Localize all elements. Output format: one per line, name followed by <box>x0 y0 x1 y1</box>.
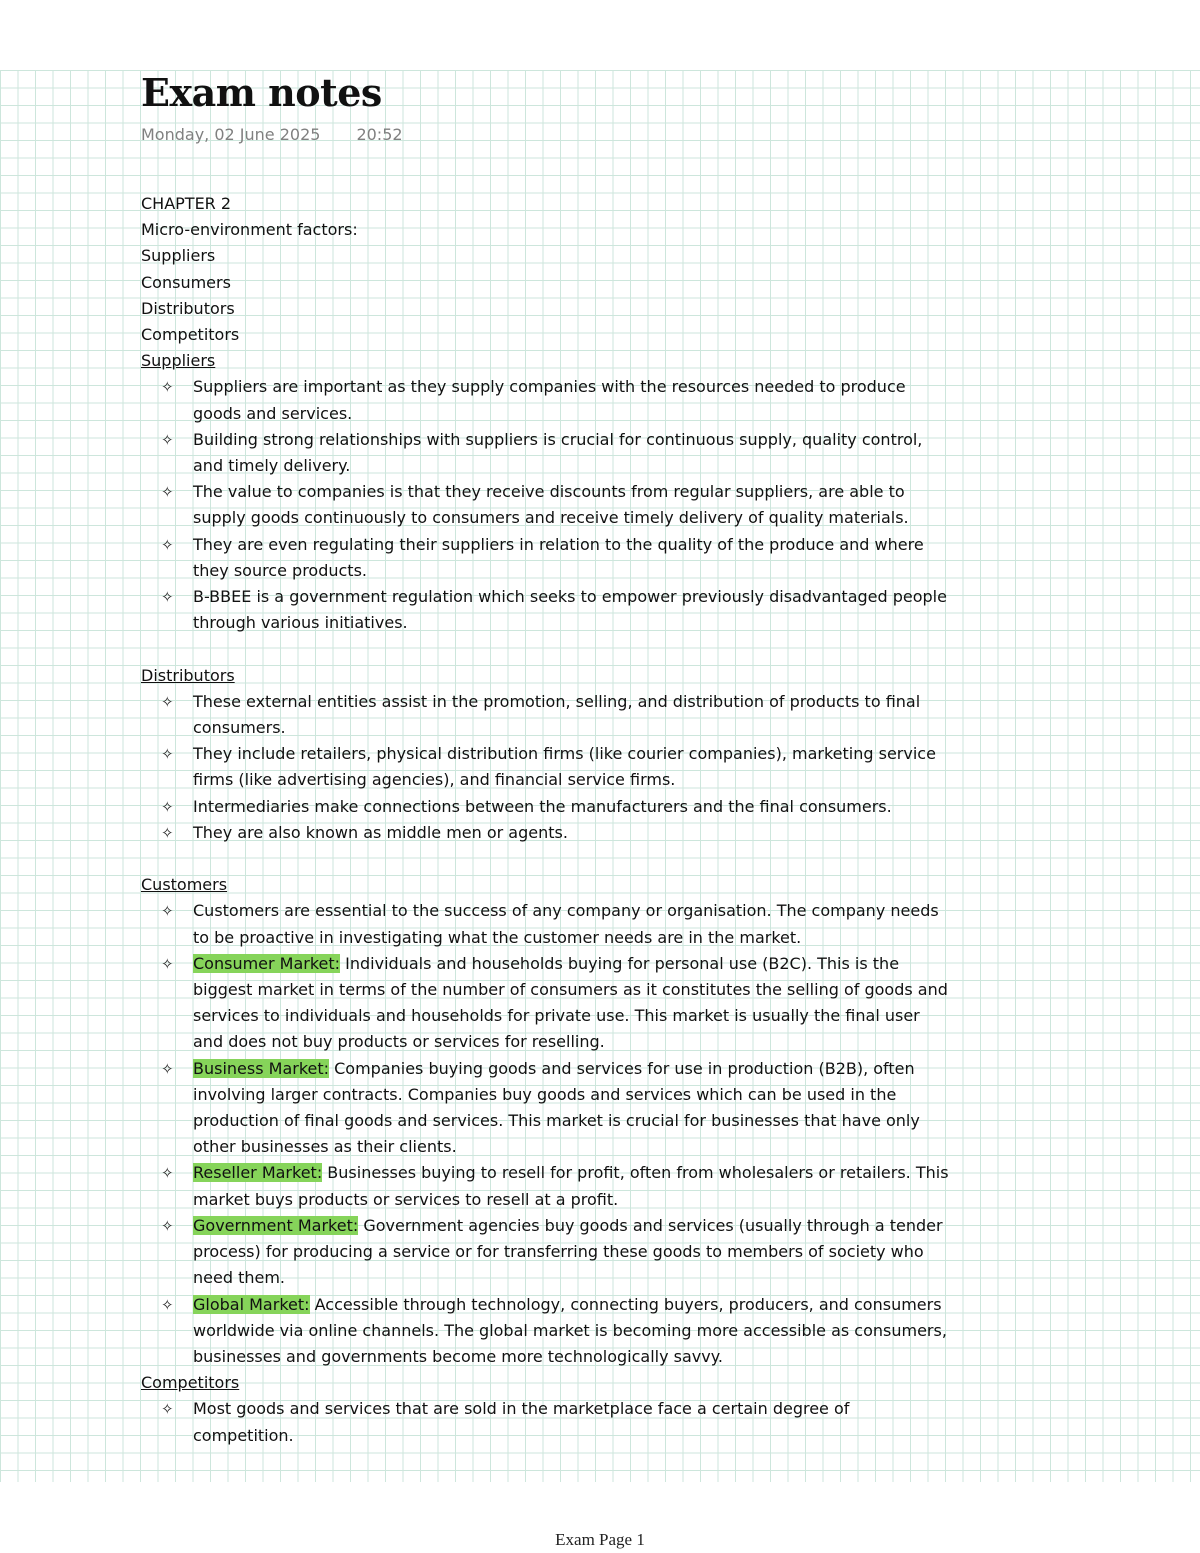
blank-line <box>141 846 951 872</box>
list-item <box>141 374 951 426</box>
list-item <box>141 532 951 584</box>
chapter-label: CHAPTER 2 <box>141 194 232 213</box>
list-item <box>141 1160 951 1212</box>
sparkle-bullet-icon: ✧ <box>161 745 174 764</box>
list-item <box>141 820 951 846</box>
page-footer: Exam Page 1 <box>555 1530 645 1549</box>
sparkle-bullet-icon: ✧ <box>161 430 174 449</box>
section-heading-distributors: Distributors <box>141 665 235 685</box>
list-item-text: Accessible through technology, connecting buyers, producers, and consumers worldwide via online channels. The global market is becoming more accessible as consumers, businesses and governments become more technologically savvy. <box>193 1294 947 1366</box>
list-item <box>141 689 951 741</box>
sparkle-bullet-icon: ✧ <box>161 1059 174 1078</box>
list-item <box>141 951 951 1056</box>
blank-line <box>141 636 951 662</box>
list-item-text: Customers are essential to the success of any company or organisation. The company needs to be proactive in investigating what the customer needs are in the market. <box>193 901 939 947</box>
factor-item: Consumers <box>141 272 231 292</box>
list-item <box>141 1292 951 1371</box>
highlighted-term: Consumer Market: <box>193 953 341 973</box>
list-item-text: Most goods and services that are sold in the marketplace face a certain degree of competition. <box>193 1399 850 1445</box>
section-heading-competitors: Competitors <box>141 1373 240 1393</box>
list-item-text: Intermediaries make connections between the manufacturers and the final consumers. <box>193 796 892 816</box>
competitors-list <box>141 1396 951 1448</box>
highlighted-term: Global Market: <box>193 1294 310 1314</box>
factor-item: Competitors <box>141 325 240 345</box>
list-item <box>141 427 951 479</box>
sparkle-bullet-icon: ✧ <box>161 483 174 502</box>
list-item-text: Companies buying goods and services for use in production (B2B), often involving larger contracts. Companies buy goods and services which can be used in the production of final goods and services. This market is crucial for businesses that have only other businesses as their clients. <box>193 1058 920 1157</box>
list-item <box>141 1213 951 1292</box>
sparkle-bullet-icon: ✧ <box>161 535 174 554</box>
highlighted-term: Reseller Market: <box>193 1163 323 1183</box>
list-item <box>141 1396 951 1448</box>
highlighted-term: Government Market: <box>193 1215 359 1235</box>
page-time: 20:52 <box>356 125 403 144</box>
list-item <box>141 898 951 950</box>
section-heading-suppliers: Suppliers <box>141 351 216 371</box>
list-item-text: Building strong relationships with suppliers is crucial for continuous supply, quality control, and timely delivery. <box>193 429 923 476</box>
sparkle-bullet-icon: ✧ <box>161 1164 174 1183</box>
list-item <box>141 794 951 820</box>
sparkle-bullet-icon: ✧ <box>161 1400 174 1419</box>
list-item-text: Businesses buying to resell for profit, often from wholesalers or retailers. This market buys products or services to resell at a profit. <box>193 1163 949 1209</box>
sparkle-bullet-icon: ✧ <box>161 588 174 607</box>
list-item-text: B-BBEE is a government regulation which seeks to empower previously disadvantaged people through various initiatives. <box>193 587 947 633</box>
list-item <box>141 584 951 636</box>
page-date: Monday, 02 June 2025 <box>141 125 321 144</box>
distributors-list <box>141 689 951 846</box>
note-content <box>141 191 951 1449</box>
list-item-text: Suppliers are important as they supply companies with the resources needed to produce goods and services. <box>193 377 906 423</box>
factor-item: Distributors <box>141 298 235 318</box>
highlighted-term: Business Market: <box>193 1058 330 1078</box>
customers-list <box>141 898 951 1370</box>
list-item-text: Individuals and households buying for personal use (B2C). This is the biggest market in terms of the number of consumers as it constitutes the selling of goods and services to individuals and households for private use. This market is usually the final user and does not buy products or services for reselling. <box>193 953 948 1052</box>
sparkle-bullet-icon: ✧ <box>161 797 174 816</box>
page-meta <box>141 125 403 145</box>
list-item-text: The value to companies is that they receive discounts from regular suppliers, are able to supply goods continuously to consumers and receive timely delivery of quality materials. <box>193 482 909 528</box>
factors-label: Micro-environment factors: <box>141 220 358 240</box>
sparkle-bullet-icon: ✧ <box>161 1216 174 1235</box>
sparkle-bullet-icon: ✧ <box>161 378 174 397</box>
list-item-text: They include retailers, physical distribution firms (like courier companies), marketing service firms (like advertising agencies), and financial service firms. <box>193 744 936 790</box>
sparkle-bullet-icon: ✧ <box>161 692 174 711</box>
page-title: Exam notes <box>141 70 382 115</box>
list-item-text: They are even regulating their suppliers in relation to the quality of the produce and where they source products. <box>193 534 924 580</box>
suppliers-list <box>141 374 951 636</box>
list-item-text: They are also known as middle men or agents. <box>193 822 568 842</box>
sparkle-bullet-icon: ✧ <box>161 902 174 921</box>
sparkle-bullet-icon: ✧ <box>161 1295 174 1314</box>
section-heading-customers: Customers <box>141 875 228 895</box>
list-item-text: These external entities assist in the promotion, selling, and distribution of products to final consumers. <box>193 691 921 738</box>
sparkle-bullet-icon: ✧ <box>161 823 174 842</box>
list-item <box>141 1056 951 1161</box>
factor-item: Suppliers <box>141 246 216 266</box>
list-item-text: Government agencies buy goods and services (usually through a tender process) for producing a service or for transferring these goods to members of society who need them. <box>193 1215 943 1288</box>
sparkle-bullet-icon: ✧ <box>161 954 174 973</box>
list-item <box>141 479 951 531</box>
list-item <box>141 741 951 793</box>
